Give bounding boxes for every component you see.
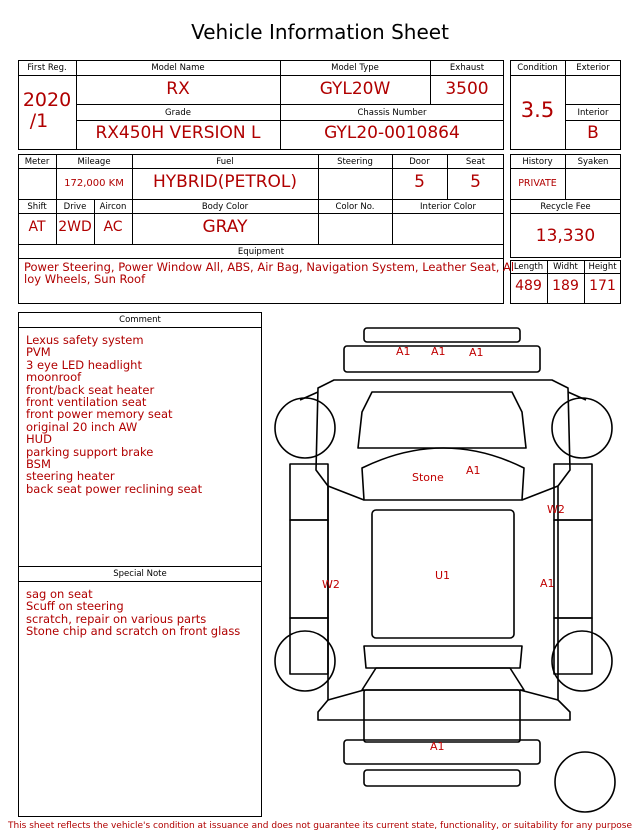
list-item: back seat power reclining seat <box>26 481 203 496</box>
steering-label: Steering <box>337 157 373 167</box>
syaken-label: Syaken <box>577 157 609 167</box>
drive-label: Drive <box>63 202 87 212</box>
list-item: front/back seat heater <box>26 382 155 397</box>
special-note-label: Special Note <box>113 569 167 579</box>
recycle-fee-label: Recycle Fee <box>540 202 591 212</box>
damage-mark-right-fender: W2 <box>547 503 565 516</box>
fuel-label: Fuel <box>216 157 234 167</box>
exterior-label: Exterior <box>576 63 610 73</box>
list-item: front power memory seat <box>26 407 173 422</box>
list-item: PVM <box>26 345 51 360</box>
special-note-list <box>26 588 240 638</box>
condition-label: Condition <box>517 63 558 73</box>
grade-label: Grade <box>165 108 191 118</box>
shift-value: AT <box>28 219 46 235</box>
list-item: parking support brake <box>26 444 154 459</box>
list-item: steering heater <box>26 469 115 484</box>
length-value: 489 <box>515 278 542 294</box>
model-name-label: Model Name <box>151 63 205 73</box>
exhaust-value: 3500 <box>445 79 489 99</box>
interior-label: Interior <box>577 108 609 118</box>
damage-mark-rear-bumper: A1 <box>430 740 445 753</box>
damage-mark-front-bumper-2: A1 <box>431 345 446 358</box>
list-item: Stone chip and scratch on front glass <box>26 624 241 639</box>
list-item: sag on seat <box>26 587 93 601</box>
door-label: Door <box>409 157 430 167</box>
damage-mark-front-bumper-1: A1 <box>396 345 411 358</box>
damage-mark-hood-a1: A1 <box>466 464 481 477</box>
height-value: 171 <box>589 278 616 294</box>
recycle-fee-value: 13,330 <box>535 226 596 246</box>
seat-label: Seat <box>465 157 486 167</box>
list-item: Scuff on steering <box>26 599 124 614</box>
list-item: original 20 inch AW <box>26 419 138 434</box>
equipment-label: Equipment <box>237 247 285 257</box>
aircon-label: Aircon <box>99 202 127 212</box>
width-value: 189 <box>552 278 579 294</box>
body-color-value: GRAY <box>202 217 248 237</box>
body-color-label: Body Color <box>201 202 249 212</box>
condition-value: 3.5 <box>520 98 555 122</box>
chassis-label: Chassis Number <box>357 108 427 118</box>
first-reg-label: First Reg. <box>27 63 67 73</box>
list-item: 3 eye LED headlight <box>26 357 142 372</box>
car-damage-diagram <box>268 312 640 820</box>
mileage-label: Mileage <box>77 157 111 167</box>
chassis-value: GYL20-0010864 <box>324 123 460 143</box>
list-item: front ventilation seat <box>26 395 147 410</box>
interior-value: B <box>587 123 599 143</box>
list-item: scratch, repair on various parts <box>26 611 207 626</box>
height-label: Height <box>588 262 617 272</box>
damage-mark-roof: U1 <box>435 569 451 582</box>
list-item: Lexus safety system <box>26 333 144 347</box>
footer-disclaimer: This sheet reflects the vehicle's condition at issuance and does not guarantee its current state, functionality, or suitability for any purpose <box>7 821 633 831</box>
list-item: HUD <box>26 432 52 447</box>
list-item: BSM <box>26 457 51 472</box>
first-reg-year: 2020 <box>22 89 72 111</box>
comment-list <box>26 334 202 495</box>
model-type-value: GYL20W <box>319 79 391 99</box>
mileage-value: 172,000 KM <box>64 178 124 189</box>
damage-mark-left-door: W2 <box>322 578 340 591</box>
history-value: PRIVATE <box>518 178 557 189</box>
drive-value: 2WD <box>58 219 92 235</box>
meter-label: Meter <box>24 157 50 167</box>
model-name-value: RX <box>166 79 190 99</box>
length-label: Length <box>513 262 544 272</box>
history-label: History <box>522 157 553 167</box>
seat-value: 5 <box>470 172 481 192</box>
page-title: Vehicle Information Sheet <box>191 20 449 44</box>
comment-label: Comment <box>119 315 161 325</box>
door-value: 5 <box>414 172 425 192</box>
width-label: Widht <box>553 262 578 272</box>
color-no-label: Color No. <box>335 202 375 212</box>
damage-mark-right-door: A1 <box>540 577 555 590</box>
damage-mark-hood-stone: Stone <box>412 471 444 484</box>
equipment-text: Power Steering, Power Window All, ABS, Air Bag, Navigation System, Leather Seat, Al loy Wheels, Sun Roof <box>24 260 515 287</box>
exhaust-label: Exhaust <box>449 63 485 73</box>
damage-mark-front-bumper-3: A1 <box>469 346 484 359</box>
first-reg-month: /1 <box>29 110 49 132</box>
aircon-value: AC <box>103 219 123 235</box>
model-type-label: Model Type <box>331 63 379 73</box>
grade-value: RX450H VERSION L <box>95 123 261 143</box>
shift-label: Shift <box>27 202 47 212</box>
list-item: moonroof <box>26 370 82 385</box>
fuel-value: HYBRID(PETROL) <box>152 172 298 192</box>
interior-color-label: Interior Color <box>420 202 476 212</box>
